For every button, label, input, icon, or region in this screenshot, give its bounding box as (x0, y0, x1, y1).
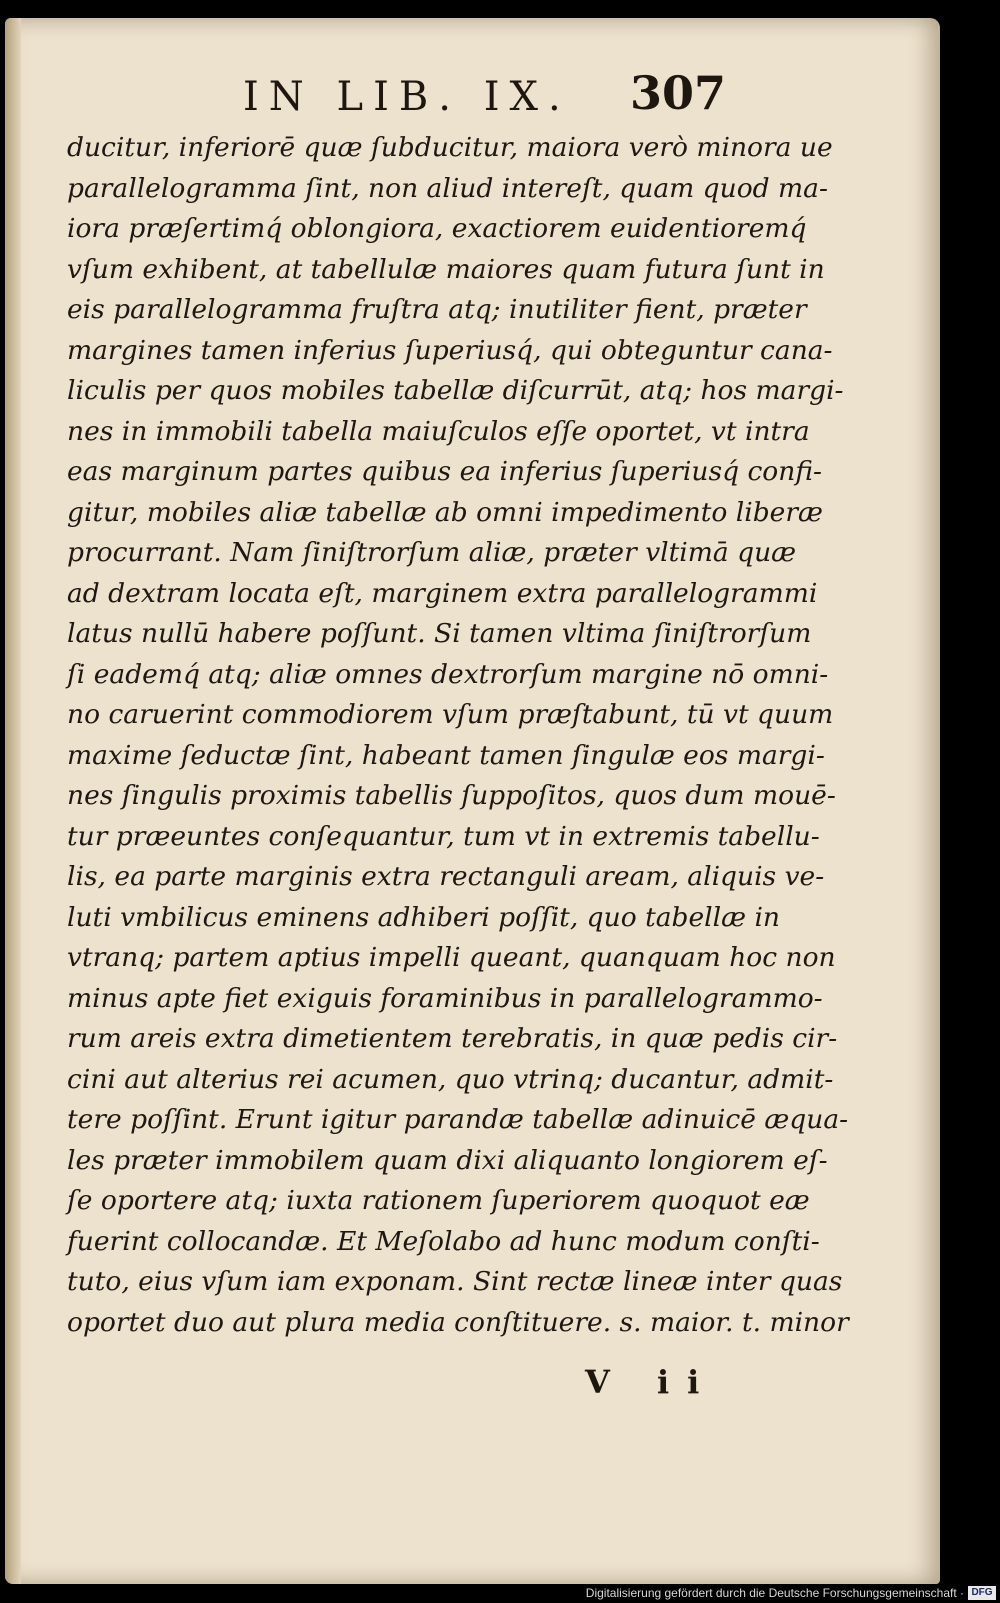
page-edge (5, 18, 21, 1584)
text-line: ducitur, inferiorē quæ ſubducitur, maiora verò minora ue (67, 132, 833, 163)
text-line: vtranq; partem aptius impelli queant, quanquam hoc non (67, 942, 836, 973)
text-line: fuerint collocandæ. Et Meſolabo ad hunc modum conſti- (67, 1225, 820, 1257)
digitization-footer (0, 1584, 1000, 1603)
text-line: ad dextram locata eſt, marginem extra parallelogrammi (67, 577, 818, 609)
text-line: les præter immobilem quam dixi aliquanto longiorem eſ- (67, 1144, 828, 1176)
text-line: tuto, eius vſum iam exponam. Sint rectæ lineæ inter quas (67, 1266, 843, 1297)
page-number: 307 (630, 66, 727, 120)
text-line: rum areis extra dimetientem terebratis, in quæ pedis cir- (67, 1023, 838, 1054)
page-header (5, 66, 940, 132)
text-line: tur præeuntes conſequantur, tum vt in extremis tabellu- (67, 820, 820, 852)
text-line: nes in immobili tabella maiuſculos eſſe oportet, vt intra (67, 415, 810, 447)
text-line: luti vmbilicus eminens adhiberi poſſit, quo tabellæ in (67, 901, 780, 933)
text-line: eis parallelogramma fruſtra atq; inutiliter fient, præter (67, 294, 807, 325)
text-line: ſi eademq́ atq; aliæ omnes dextrorſum margine nō omni- (67, 658, 829, 690)
text-line: latus nullū habere poſſunt. Si tamen vltima ſiniſtrorſum (67, 618, 812, 649)
text-line: parallelogramma ſint, non aliud intereſt, quam quod ma- (67, 172, 828, 204)
text-line: no caruerint commodiorem vſum præſtabunt, tū vt quum (67, 699, 834, 730)
text-line: procurrant. Nam ſiniſtrorſum aliæ, præter vltimā quæ (67, 537, 797, 568)
text-line: minus apte fiet exiguis foraminibus in parallelogrammo- (67, 982, 823, 1014)
text-line: tere poſſint. Erunt igitur parandæ tabellæ adinuicē æqua- (67, 1104, 849, 1135)
running-head: IN LIB. IX. (243, 74, 571, 120)
text-line: liculis per quos mobiles tabellæ diſcurrūt, atq; hos margi- (67, 375, 844, 406)
text-line: vſum exhibent, at tabellulæ maiores quam futura ſunt in (67, 253, 825, 285)
text-line: ſe oportere atq; iuxta rationem ſuperiorem quoquot eæ (67, 1185, 810, 1216)
text-line: margines tamen inferius ſuperiusq́, qui obteguntur cana- (67, 334, 833, 366)
text-line: eas marginum partes quibus ea inferius ſuperiusq́ confi- (67, 456, 822, 487)
body-text (67, 128, 849, 1343)
text-line: nes ſingulis proximis tabellis ſuppoſitos, quos dum mouē- (67, 780, 836, 811)
text-line: gitur, mobiles aliæ tabellæ ab omni impedimento liberæ (67, 496, 823, 528)
dfg-logo: DFG (968, 1586, 996, 1600)
digitization-notice: Digitalisierung gefördert durch die Deutsche Forschungsgemeinschaft · (585, 1586, 964, 1600)
book-page (5, 18, 940, 1584)
text-line: maxime ſeductæ ſint, habeant tamen ſingulæ eos margi- (67, 739, 825, 771)
text-line: iora præſertimq́ oblongiora, exactiorem euidentioremq́ (67, 213, 807, 244)
text-line: lis, ea parte marginis extra rectanguli aream, aliquis ve- (67, 861, 825, 892)
text-line: cini aut alterius rei acumen, quo vtrinq; ducantur, admit- (67, 1063, 834, 1095)
text-line: oportet duo aut plura media conſtituere. s. maior. t. minor (67, 1306, 849, 1338)
signature-mark: V ii (585, 1363, 718, 1401)
